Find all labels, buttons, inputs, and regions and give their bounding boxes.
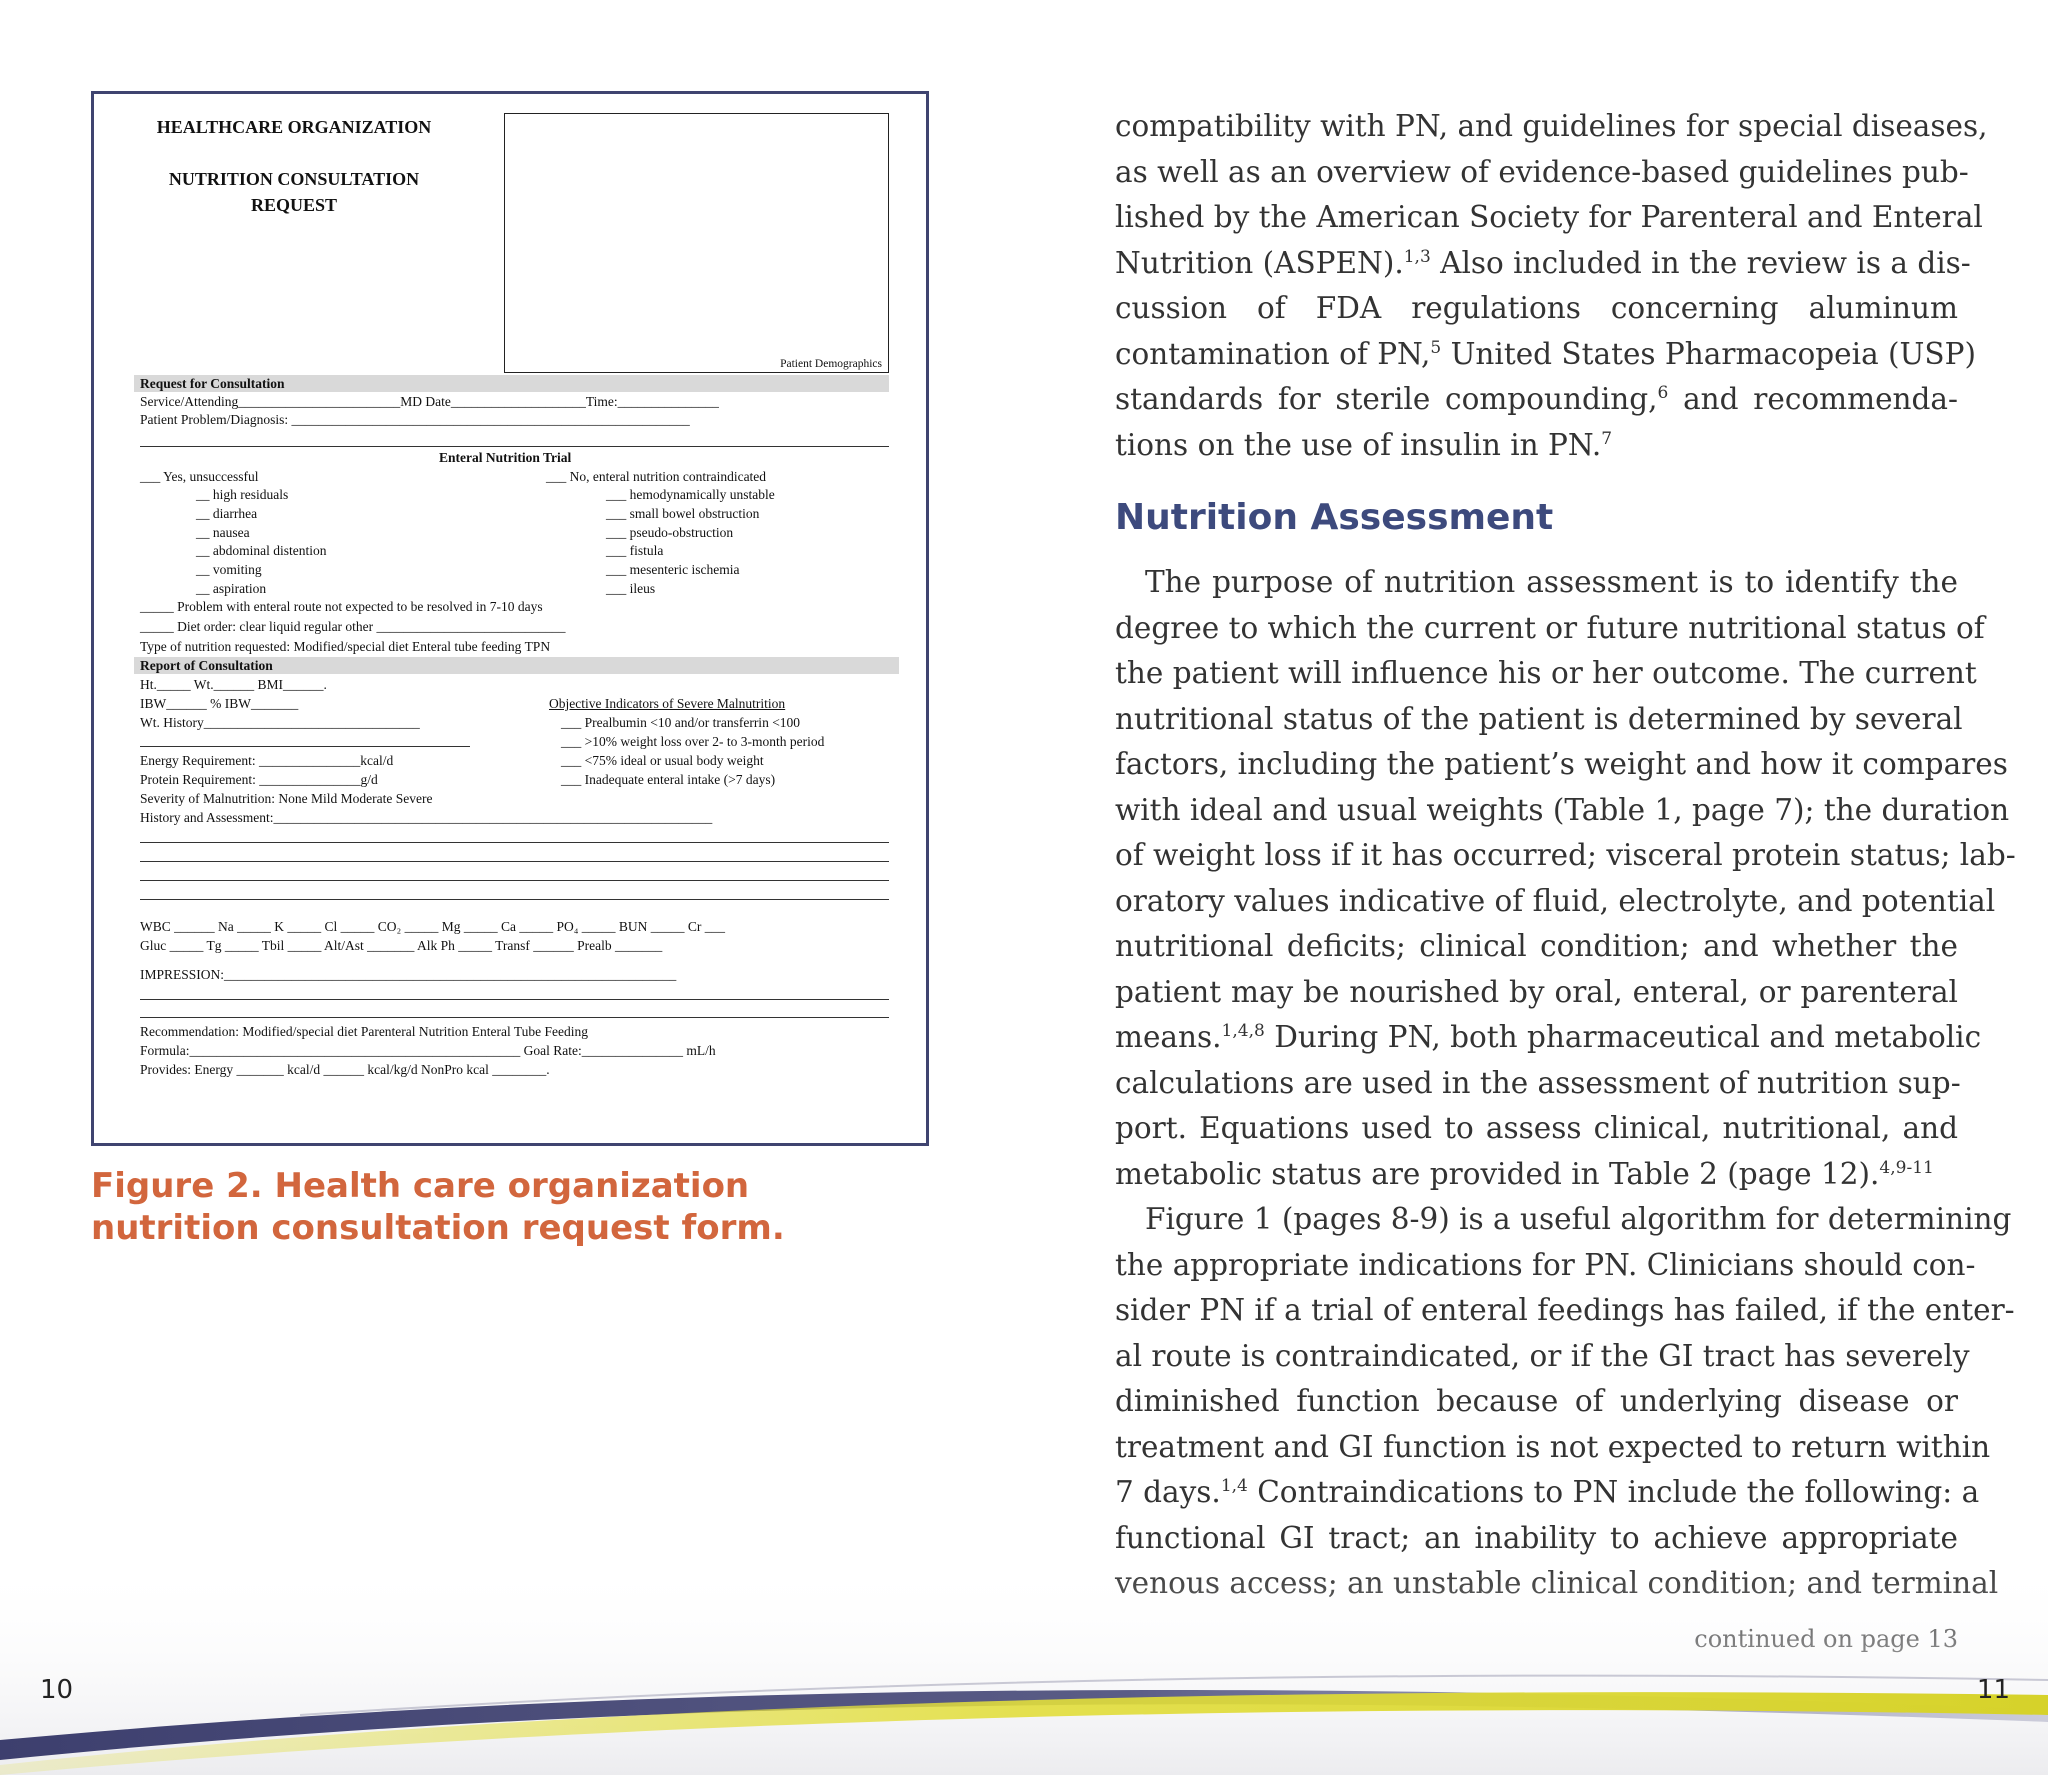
- diet-order: _____ Diet order: clear liquid regular other ____________________________: [140, 619, 566, 634]
- wt-history: Wt. History________________________________: [140, 715, 420, 730]
- divider: [140, 899, 889, 900]
- reason-right: ___ hemodynamically unstable: [606, 487, 775, 502]
- provides-line: Provides: Energy _______ kcal/d ______ kcal/kg/d NonPro kcal ________.: [140, 1062, 550, 1077]
- text-line: nutritional deficits; clinical condition; and whether the: [1115, 929, 1958, 963]
- text-line: treatment and GI function is not expected to return within: [1115, 1429, 1991, 1464]
- text-line: sider PN if a trial of enteral feedings has failed, if the enter-: [1115, 1293, 2015, 1327]
- nutrition-consultation-form-image: [91, 91, 929, 1146]
- objective-item: ___ Inadequate enteral intake (>7 days): [561, 772, 776, 787]
- impression-line: IMPRESSION:___________________________________________________________________: [140, 967, 677, 982]
- divider: [140, 999, 889, 1000]
- ibw-line: IBW______ % IBW_______: [140, 696, 299, 711]
- service-line: Service/Attending________________________MD Date____________________Time:_______________: [140, 394, 719, 409]
- reason-left: __ abdominal distention: [196, 543, 327, 558]
- text-line: the appropriate indications for PN. Clinicians should con-: [1115, 1247, 1976, 1282]
- objective-item: ___ >10% weight loss over 2- to 3-month period: [561, 734, 825, 749]
- patient-demographics-box: [504, 113, 889, 373]
- reason-right: ___ ileus: [606, 581, 656, 596]
- citation: 4,9-11: [1879, 1157, 1934, 1178]
- text-line: nutritional status of the patient is determined by several: [1115, 701, 1963, 736]
- text-line: 7 days.$^{1,4}$ Contraindications to PN include the following: a: [1115, 1475, 1980, 1509]
- patient-demographics-label: Patient Demographics: [780, 358, 882, 370]
- text-line: cussion of FDA regulations concerning aluminum: [1115, 291, 1958, 325]
- divider: [140, 842, 889, 843]
- caption-line1: Figure 2. Health care organization: [91, 1166, 750, 1206]
- section-heading: Nutrition Assessment: [1115, 497, 1554, 538]
- page-number-right: 11: [1976, 1675, 2010, 1705]
- reason-left: __ vomiting: [196, 562, 262, 577]
- objective-item: ___ Prealbumin <10 and/or transferrin <100: [561, 715, 801, 730]
- text-line: The purpose of nutrition assessment is to identify the: [1145, 565, 1958, 599]
- protein-requirement: Protein Requirement: _______________g/d: [140, 772, 378, 787]
- request-header: Request for Consultation: [140, 376, 285, 391]
- text-line: metabolic status are provided in Table 2 (page 12).$^{4,9-11}$: [1115, 1156, 1934, 1191]
- text-line: lished by the American Society for Parenteral and Enteral: [1115, 200, 1983, 234]
- labs-line1: WBC ______ Na _____ K _____ Cl _____ CO₂ _____ Mg _____ Ca _____ PO₄ _____ BUN _____ Cr ___: [140, 919, 726, 934]
- history-line: History and Assessment:_________________________________________________________________: [140, 810, 713, 825]
- text-line: compatibility with PN, and guidelines for special diseases,: [1115, 109, 1988, 143]
- figure-caption: [91, 1165, 851, 1249]
- yes-unsuccessful: ___ Yes, unsuccessful: [140, 469, 259, 484]
- no-contraindicated: ___ No, enteral nutrition contraindicated: [546, 469, 767, 484]
- ht-wt-bmi: Ht._____ Wt.______ BMI______.: [140, 677, 327, 692]
- divider: [140, 880, 889, 881]
- objective-header: Objective Indicators of Severe Malnutrition: [549, 696, 786, 711]
- text-line: degree to which the current or future nutritional status of: [1115, 610, 1985, 645]
- text-line: calculations are used in the assessment of nutrition sup-: [1115, 1065, 1961, 1100]
- text-line: with ideal and usual weights (Table 1, page 7); the duration: [1115, 792, 2010, 827]
- decorative-wave-footer: [0, 1560, 2048, 1775]
- reason-left: __ high residuals: [196, 487, 289, 502]
- trial-header: Enteral Nutrition Trial: [439, 450, 572, 465]
- text-line: standards for sterile compounding,$^6$ and recommenda-: [1115, 382, 1958, 416]
- text-line: of weight loss if it has occurred; visceral protein status; lab-: [1115, 838, 2016, 872]
- text-line: factors, including the patient’s weight and how it compares: [1115, 747, 2008, 781]
- text-line: as well as an overview of evidence-based guidelines pub-: [1115, 154, 1969, 189]
- recommendation-line: Recommendation: Modified/special diet Parenteral Nutrition Enteral Tube Feeding: [140, 1024, 589, 1039]
- formula-line: Formula:_________________________________________________ Goal Rate:_______________ mL/h: [140, 1043, 716, 1058]
- text-line: Nutrition (ASPEN).$^{1,3}$ Also included in the review is a dis-: [1115, 245, 1971, 280]
- citation: 1,4: [1220, 1476, 1248, 1496]
- citation: 1,4,8: [1221, 1021, 1265, 1041]
- body-text-para1: [1115, 104, 1988, 468]
- text-line: diminished function because of underlying disease or: [1115, 1384, 1958, 1418]
- page-number-left: 10: [40, 1675, 74, 1705]
- divider: [140, 746, 470, 747]
- divider: [140, 861, 889, 862]
- citation: 6: [1657, 383, 1669, 403]
- reason-right: ___ mesenteric ischemia: [606, 562, 740, 577]
- nutrition-type: Type of nutrition requested: Modified/special diet Enteral tube feeding TPN: [140, 639, 551, 654]
- reason-right: ___ pseudo-obstruction: [606, 525, 734, 540]
- citation: 5: [1430, 337, 1442, 358]
- reason-right: ___ small bowel obstruction: [606, 506, 760, 521]
- reason-left: __ aspiration: [196, 581, 267, 596]
- reason-right: ___ fistula: [606, 543, 664, 558]
- body-text-para2: [1115, 560, 2016, 1607]
- citation: 1,3: [1403, 246, 1431, 267]
- reason-left: __ diarrhea: [196, 506, 258, 521]
- form-title-line2: REQUEST: [250, 195, 338, 215]
- text-line: tions on the use of insulin in PN.$^7$: [1115, 427, 1613, 462]
- form-org-title: HEALTHCARE ORGANIZATION: [156, 117, 432, 137]
- text-line: the patient will influence his or her outcome. The current: [1115, 656, 1977, 690]
- text-line: al route is contraindicated, or if the GI tract has severely: [1115, 1338, 1970, 1373]
- text-line: port. Equations used to assess clinical, nutritional, and: [1115, 1111, 1958, 1145]
- text-line: Figure 1 (pages 8-9) is a useful algorithm for determining: [1145, 1202, 2012, 1236]
- text-line: functional GI tract; an inability to achieve appropriate: [1115, 1520, 1958, 1555]
- reason-left: __ nausea: [196, 525, 250, 540]
- caption-line2: nutrition consultation request form.: [91, 1208, 785, 1248]
- divider: [140, 446, 889, 447]
- labs-line2: Gluc _____ Tg _____ Tbil _____ Alt/Ast _______ Alk Ph _____ Transf ______ Prealb _______: [140, 938, 663, 953]
- form-title-line1: NUTRITION CONSULTATION: [168, 169, 420, 189]
- report-header: Report of Consultation: [140, 658, 273, 673]
- text-line: contamination of PN,$^5$ United States Pharmacopeia (USP): [1115, 336, 1976, 371]
- text-line: means.$^{1,4,8}$ During PN, both pharmaceutical and metabolic: [1115, 1020, 1982, 1054]
- text-line: patient may be nourished by oral, enteral, or parenteral: [1115, 974, 1958, 1009]
- severity-line: Severity of Malnutrition: None Mild Moderate Severe: [140, 791, 433, 806]
- text-line: oratory values indicative of fluid, electrolyte, and potential: [1115, 883, 1996, 918]
- objective-item: ___ <75% ideal or usual body weight: [561, 753, 764, 768]
- energy-requirement: Energy Requirement: _______________kcal/d: [140, 753, 394, 768]
- problem-line: Patient Problem/Diagnosis: ___________________________________________________________: [140, 412, 690, 427]
- citation: 7: [1601, 428, 1613, 449]
- problem-route: _____ Problem with enteral route not expected to be resolved in 7-10 days: [140, 599, 543, 614]
- divider: [140, 1017, 889, 1018]
